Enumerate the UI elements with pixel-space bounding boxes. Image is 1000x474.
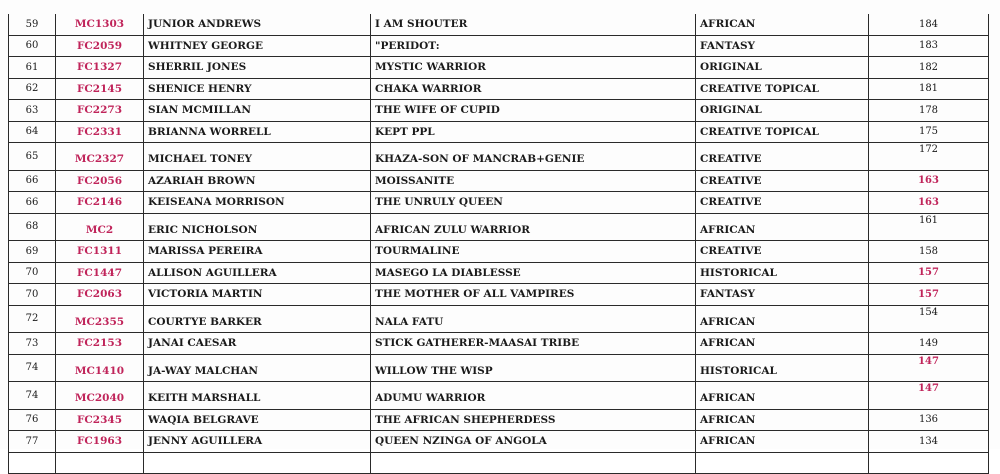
score-cell: 157 (869, 262, 989, 284)
costume-title-cell: THE AFRICAN SHEPHERDESS (371, 409, 696, 431)
entry-code-cell: FC2146 (56, 192, 144, 214)
score-cell: 147 (869, 382, 989, 410)
costume-title-cell: THE MOTHER OF ALL VAMPIRES (371, 284, 696, 306)
rank-cell: 62 (9, 78, 56, 100)
entry-code-cell: FC2063 (56, 284, 144, 306)
costume-title-cell: ADUMU WARRIOR (371, 382, 696, 410)
costume-title-cell: TOURMALINE (371, 241, 696, 263)
contestant-name-cell: WAQIA BELGRAVE (144, 409, 371, 431)
category-cell: FANTASY (696, 35, 869, 57)
costume-title-cell: WILLOW THE WISP (371, 354, 696, 382)
contestant-name-cell: SHERRIL JONES (144, 57, 371, 79)
rank-cell: 76 (9, 409, 56, 431)
table-row (9, 78, 989, 100)
table-row (9, 143, 989, 171)
costume-title-cell: MYSTIC WARRIOR (371, 57, 696, 79)
score-cell: 163 (869, 192, 989, 214)
table-row (9, 333, 989, 355)
category-cell: HISTORICAL (696, 354, 869, 382)
contestant-name-cell: ALLISON AGUILLERA (144, 262, 371, 284)
rank-cell: 59 (9, 14, 56, 35)
table-row (9, 192, 989, 214)
score-cell: 183 (869, 35, 989, 57)
score-cell: 172 (869, 143, 989, 171)
costume-title-cell (371, 452, 696, 474)
rank-cell: 70 (9, 284, 56, 306)
table-row (9, 213, 989, 241)
results-table-body (9, 14, 989, 474)
score-cell: 154 (869, 305, 989, 333)
table-row (9, 354, 989, 382)
results-table (8, 14, 989, 474)
contestant-name-cell: MARISSA PEREIRA (144, 241, 371, 263)
table-row (9, 241, 989, 263)
score-cell: 149 (869, 333, 989, 355)
entry-code-cell: MC2327 (56, 143, 144, 171)
category-cell: CREATIVE (696, 241, 869, 263)
rank-cell: 70 (9, 262, 56, 284)
category-cell: AFRICAN (696, 305, 869, 333)
contestant-name-cell: JENNY AGUILLERA (144, 431, 371, 453)
category-cell: ORIGINAL (696, 100, 869, 122)
category-cell: CREATIVE (696, 192, 869, 214)
costume-title-cell: KEPT PPL (371, 121, 696, 143)
table-row (9, 382, 989, 410)
entry-code-cell: FC2273 (56, 100, 144, 122)
contestant-name-cell: KEISEANA MORRISON (144, 192, 371, 214)
table-row (9, 305, 989, 333)
entry-code-cell: FC2145 (56, 78, 144, 100)
contestant-name-cell: ERIC NICHOLSON (144, 213, 371, 241)
table-row (9, 262, 989, 284)
costume-title-cell: THE UNRULY QUEEN (371, 192, 696, 214)
entry-code-cell: FC2345 (56, 409, 144, 431)
category-cell: AFRICAN (696, 409, 869, 431)
rank-cell: 60 (9, 35, 56, 57)
category-cell: AFRICAN (696, 333, 869, 355)
category-cell: FANTASY (696, 284, 869, 306)
costume-title-cell: CHAKA WARRIOR (371, 78, 696, 100)
rank-cell: 69 (9, 241, 56, 263)
entry-code-cell: FC1963 (56, 431, 144, 453)
contestant-name-cell: MICHAEL TONEY (144, 143, 371, 171)
rank-cell: 72 (9, 305, 56, 333)
rank-cell: 64 (9, 121, 56, 143)
costume-title-cell: MOISSANITE (371, 170, 696, 192)
category-cell: AFRICAN (696, 431, 869, 453)
table-row (9, 100, 989, 122)
entry-code-cell: FC1447 (56, 262, 144, 284)
table-row (9, 121, 989, 143)
contestant-name-cell: KEITH MARSHALL (144, 382, 371, 410)
category-cell: CREATIVE (696, 170, 869, 192)
contestant-name-cell: AZARIAH BROWN (144, 170, 371, 192)
score-cell: 161 (869, 213, 989, 241)
costume-title-cell: THE WIFE OF CUPID (371, 100, 696, 122)
contestant-name-cell: JUNIOR ANDREWS (144, 14, 371, 35)
entry-code-cell: FC1311 (56, 241, 144, 263)
score-cell: 181 (869, 78, 989, 100)
entry-code-cell: MC2040 (56, 382, 144, 410)
score-cell: 134 (869, 431, 989, 453)
contestant-name-cell: COURTYE BARKER (144, 305, 371, 333)
rank-cell: 66 (9, 170, 56, 192)
entry-code-cell: FC2153 (56, 333, 144, 355)
costume-title-cell: AFRICAN ZULU WARRIOR (371, 213, 696, 241)
costume-title-cell: MASEGO LA DIABLESSE (371, 262, 696, 284)
score-cell: 175 (869, 121, 989, 143)
costume-title-cell: NALA FATU (371, 305, 696, 333)
rank-cell: 61 (9, 57, 56, 79)
costume-title-cell: STICK GATHERER-MAASAI TRIBE (371, 333, 696, 355)
score-cell: 182 (869, 57, 989, 79)
rank-cell: 74 (9, 354, 56, 382)
contestant-name-cell: BRIANNA WORRELL (144, 121, 371, 143)
contestant-name-cell: SHENICE HENRY (144, 78, 371, 100)
category-cell: CREATIVE (696, 143, 869, 171)
score-cell (869, 452, 989, 474)
category-cell (696, 452, 869, 474)
entry-code-cell (56, 452, 144, 474)
table-row (9, 14, 989, 35)
entry-code-cell: FC1327 (56, 57, 144, 79)
contestant-name-cell: SIAN MCMILLAN (144, 100, 371, 122)
costume-title-cell: KHAZA-SON OF MANCRAB+GENIE (371, 143, 696, 171)
score-cell: 158 (869, 241, 989, 263)
score-cell: 147 (869, 354, 989, 382)
score-cell: 163 (869, 170, 989, 192)
rank-cell: 77 (9, 431, 56, 453)
category-cell: AFRICAN (696, 14, 869, 35)
rank-cell: 68 (9, 213, 56, 241)
category-cell: CREATIVE TOPICAL (696, 78, 869, 100)
table-row (9, 57, 989, 79)
entry-code-cell: MC1410 (56, 354, 144, 382)
score-cell: 184 (869, 14, 989, 35)
costume-title-cell: I AM SHOUTER (371, 14, 696, 35)
table-row (9, 409, 989, 431)
rank-cell: 73 (9, 333, 56, 355)
entry-code-cell: MC1303 (56, 14, 144, 35)
rank-cell: 65 (9, 143, 56, 171)
category-cell: AFRICAN (696, 382, 869, 410)
contestant-name-cell: VICTORIA MARTIN (144, 284, 371, 306)
category-cell: ORIGINAL (696, 57, 869, 79)
table-row (9, 452, 989, 474)
contestant-name-cell: JA-WAY MALCHAN (144, 354, 371, 382)
entry-code-cell: MC2355 (56, 305, 144, 333)
costume-title-cell: QUEEN NZINGA OF ANGOLA (371, 431, 696, 453)
score-cell: 178 (869, 100, 989, 122)
table-row (9, 284, 989, 306)
entry-code-cell: FC2059 (56, 35, 144, 57)
entry-code-cell: MC2 (56, 213, 144, 241)
costume-title-cell: "PERIDOT: (371, 35, 696, 57)
category-cell: AFRICAN (696, 213, 869, 241)
contestant-name-cell: WHITNEY GEORGE (144, 35, 371, 57)
rank-cell: 66 (9, 192, 56, 214)
category-cell: CREATIVE TOPICAL (696, 121, 869, 143)
table-row (9, 170, 989, 192)
rank-cell: 63 (9, 100, 56, 122)
category-cell: HISTORICAL (696, 262, 869, 284)
entry-code-cell: FC2331 (56, 121, 144, 143)
rank-cell (9, 452, 56, 474)
contestant-name-cell: JANAI CAESAR (144, 333, 371, 355)
contestant-name-cell (144, 452, 371, 474)
score-cell: 157 (869, 284, 989, 306)
score-cell: 136 (869, 409, 989, 431)
table-row (9, 35, 989, 57)
entry-code-cell: FC2056 (56, 170, 144, 192)
rank-cell: 74 (9, 382, 56, 410)
